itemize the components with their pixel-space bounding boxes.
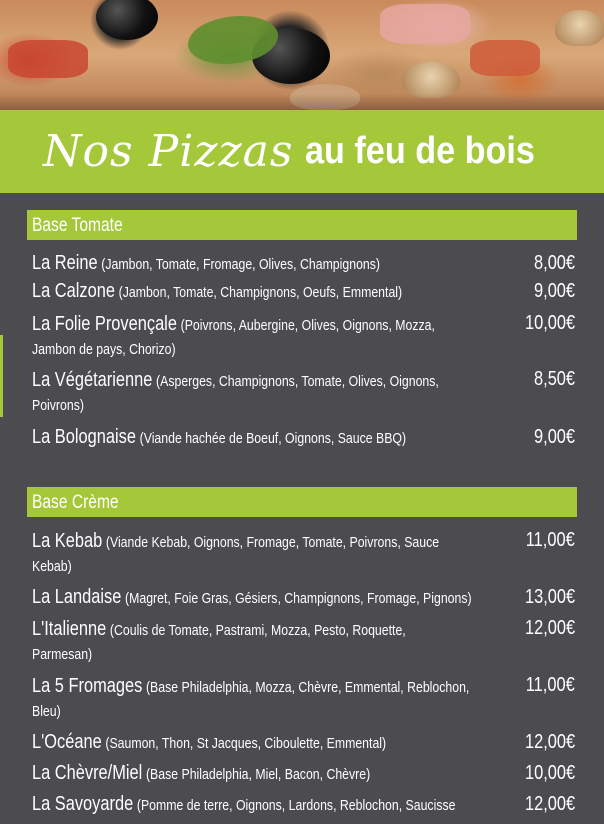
menu-item [27,762,577,793]
item-price: 9,00€ [533,280,575,302]
item-price: 8,50€ [533,368,575,390]
item-description: (Base Philadelphia, Miel, Bacon, Chèvre) [145,766,371,783]
title-banner [0,110,604,193]
menu-item [27,617,577,674]
item-description: (Magret, Foie Gras, Gésiers, Champignons, Fromage, Pignons) [125,590,472,607]
item-description: (Asperges, Champignons, Tomate, Olives, Oignons, Poivrons) [32,373,439,414]
item-description: (Base Philadelphia, Mozza, Chèvre, Emmental, Reblochon, Bleu) [32,679,470,720]
menu-item [27,426,577,454]
item-description: (Jambon, Tomate, Champignons, Oeufs, Emmental) [118,284,403,301]
item-price: 11,00€ [526,674,575,696]
item-description: (Jambon, Tomate, Fromage, Olives, Champignons) [101,256,381,273]
menu-item [27,731,577,762]
menu-item [27,312,577,368]
section-header: Base Crème [27,487,577,517]
item-price: 9,00€ [533,426,575,448]
menu-item [27,368,577,426]
item-price: 11,00€ [526,529,575,551]
item-description: (Coulis de Tomate, Pastrami, Mozza, Pesto, Roquette, Parmesan) [32,622,406,663]
item-name: L'Italienne [32,618,107,640]
item-name: La Reine [32,252,98,274]
menu-item [27,793,577,824]
section-header: Base Tomate [27,210,577,240]
menu-item [27,252,577,280]
menu-item [27,529,577,586]
item-name: La Folie Provençale [32,313,177,335]
item-name: La Bolognaise [32,426,136,448]
item-price: 12,00€ [524,731,575,753]
item-price: 12,00€ [524,617,575,639]
item-description: (Pomme de terre, Oignons, Lardons, Reblochon, Saucisse [136,797,456,814]
pizza-photo [0,0,604,110]
item-price: 10,00€ [524,312,575,334]
item-name: L'Océane [32,731,102,753]
item-name: La Végétarienne [32,369,153,391]
item-description: (Viande Kebab, Oignons, Fromage, Tomate, Poivrons, Sauce Kebab) [32,534,440,575]
item-name: La Savoyarde [32,793,134,815]
title-script: Nos Pizzas [43,126,294,177]
item-description: (Poivrons, Aubergine, Olives, Oignons, Mozza, Jambon de pays, Chorizo) [32,317,435,358]
item-name: La Chèvre/Miel [32,762,143,784]
item-description: (Viande hachée de Boeuf, Oignons, Sauce BBQ) [139,430,407,447]
item-name: La Kebab [32,530,103,552]
item-name: La Calzone [32,280,115,302]
section-base-creme [27,487,577,824]
item-price: 13,00€ [524,586,575,608]
item-price: 10,00€ [524,762,575,784]
item-name: La Landaise [32,586,122,608]
left-accent-bar [0,335,3,417]
item-description: (Saumon, Thon, St Jacques, Ciboulette, Emmental) [105,735,387,752]
title-plain: au feu de bois [305,130,536,172]
item-price: 12,00€ [524,793,575,815]
item-name: La 5 Fromages [32,675,143,697]
item-price: 8,00€ [533,252,575,274]
menu-item [27,586,577,617]
section-base-tomate [27,210,577,454]
menu-item [27,674,577,731]
menu-item [27,280,577,312]
